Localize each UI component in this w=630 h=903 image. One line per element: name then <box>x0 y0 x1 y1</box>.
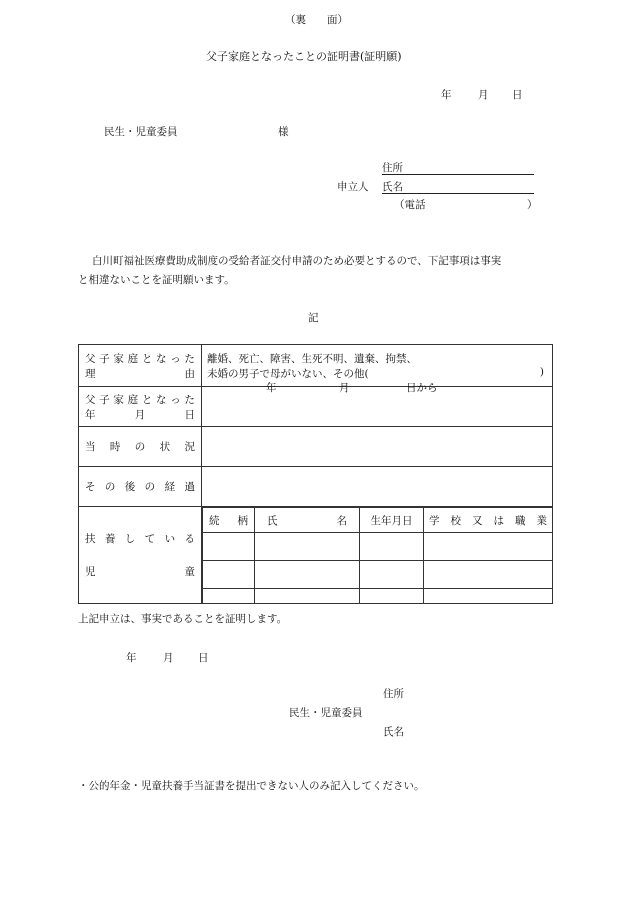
child-name-cell[interactable] <box>255 589 360 603</box>
date-label: 父 子 家 庭 と な っ た 年 月 日 <box>79 387 202 427</box>
date-value[interactable] <box>202 382 553 427</box>
situation-label: 当 時 の 状 況 <box>79 427 202 467</box>
child-relation-cell[interactable] <box>203 533 255 561</box>
cert-date-year: 年 <box>126 652 137 664</box>
col-birthdate: 生年月日 <box>360 508 424 533</box>
certifier-name-label: 氏名 <box>383 726 404 738</box>
page-title: 父子家庭となったことの証明書(証明願) <box>206 50 402 63</box>
children-row <box>79 507 553 604</box>
reason-row <box>79 345 553 387</box>
date-month: 月 <box>478 89 489 101</box>
child-school-cell[interactable] <box>424 561 553 589</box>
progress-value[interactable] <box>202 467 553 507</box>
children-grid-cell <box>202 507 553 604</box>
applicant-role: 申立人 <box>337 181 369 193</box>
ki-heading: 記 <box>308 312 319 324</box>
body-text-line2: と相違ないことを証明願います。 <box>78 274 235 286</box>
table-row <box>203 533 553 561</box>
date-value-month: 月 <box>339 382 350 394</box>
children-label: 扶 養 し て い る 児 童 <box>79 507 202 604</box>
child-birthdate-cell[interactable] <box>360 533 424 561</box>
child-relation-cell[interactable] <box>203 561 255 589</box>
col-name: 氏 名 <box>255 508 360 533</box>
col-school: 学 校 又 は 職 業 <box>424 508 553 533</box>
footnote: ・公的年金・児童扶養手当証書を提出できない人のみ記入してください。 <box>78 780 425 792</box>
cert-date-month: 月 <box>163 652 174 664</box>
applicant-name-field[interactable] <box>382 179 534 194</box>
reason-other-close: ) <box>539 365 544 378</box>
table-row <box>203 589 553 603</box>
progress-row <box>79 467 553 507</box>
child-birthdate-cell[interactable] <box>360 561 424 589</box>
child-name-cell[interactable] <box>255 561 360 589</box>
reason-label: 父 子 家 庭 と な っ た 理 由 <box>79 345 202 387</box>
details-table <box>78 344 553 604</box>
situation-value[interactable] <box>202 427 553 467</box>
children-header-row <box>203 508 553 533</box>
page-side-label: （裏 面） <box>285 14 348 26</box>
addressee-name: 民生・児童委員 <box>104 126 178 138</box>
date-value-year: 年 <box>266 382 277 394</box>
reason-options-line1: 離婚、死亡、障害、生死不明、遺棄、拘禁、 <box>207 352 417 365</box>
child-birthdate-cell[interactable] <box>360 589 424 603</box>
certifier-role: 民生・児童委員 <box>289 707 363 719</box>
progress-label: そ の 後 の 経 過 <box>79 467 202 507</box>
body-text-line1: 白川町福祉医療費助成制度の受給者証交付申請のため必要とするので、下記事項は事実 <box>92 255 502 267</box>
applicant-address-label: 住所 <box>382 162 403 174</box>
date-year: 年 <box>441 89 452 101</box>
applicant-phone-close: ） <box>527 199 538 211</box>
applicant-address-field[interactable] <box>382 160 534 175</box>
date-day: 日 <box>512 89 523 101</box>
date-row <box>79 387 553 427</box>
child-school-cell[interactable] <box>424 533 553 561</box>
table-row <box>203 561 553 589</box>
addressee-honorific: 様 <box>278 126 289 138</box>
child-relation-cell[interactable] <box>203 589 255 603</box>
col-relation: 続 柄 <box>203 508 255 533</box>
reason-value[interactable] <box>202 345 553 387</box>
applicant-phone-open: （電話 <box>394 199 426 211</box>
child-name-cell[interactable] <box>255 533 360 561</box>
date-value-from: 日から <box>406 382 438 394</box>
reason-options-line2: 未婚の男子で母がいない、その他( <box>207 367 369 380</box>
certifier-address-label: 住所 <box>383 688 404 700</box>
certify-text: 上記申立は、事実であることを証明します。 <box>78 613 288 625</box>
child-school-cell[interactable] <box>424 589 553 603</box>
children-grid <box>202 507 552 603</box>
applicant-name-label: 氏名 <box>382 181 403 193</box>
cert-date-day: 日 <box>198 652 209 664</box>
situation-row <box>79 427 553 467</box>
